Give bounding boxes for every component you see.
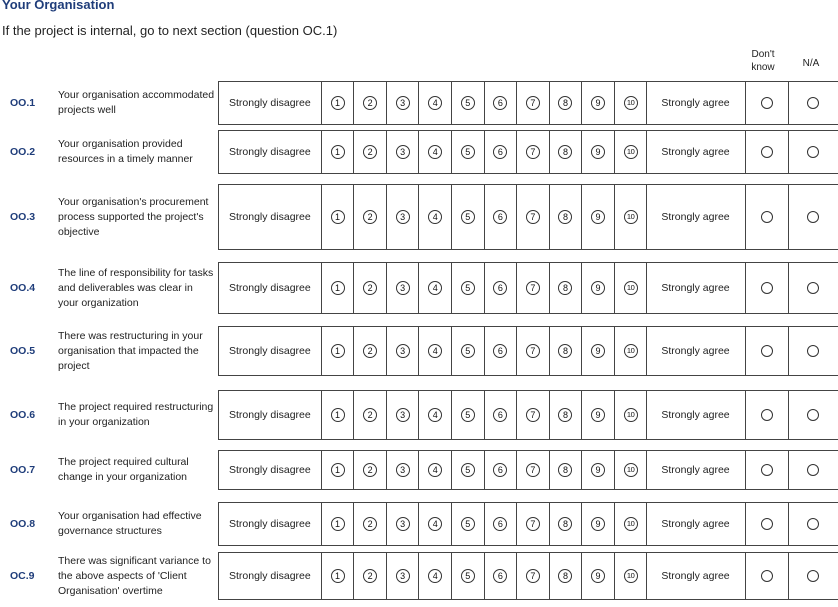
rating-option-8[interactable] (550, 451, 583, 489)
question-id: OO.4 (10, 282, 36, 294)
dont-know-radio[interactable] (761, 97, 773, 109)
question-id: OO.7 (10, 464, 36, 476)
na-radio[interactable] (807, 570, 819, 582)
rating-option-number: 2 (363, 96, 377, 110)
scale-high-label: Strongly agree (647, 553, 746, 599)
rating-option-6[interactable] (485, 553, 518, 599)
rating-option-number: 8 (558, 463, 572, 477)
question-row (0, 130, 838, 174)
rating-option-8[interactable] (550, 327, 583, 375)
scale-high-label: Strongly agree (647, 263, 746, 313)
rating-option-4[interactable] (419, 451, 452, 489)
na-cell (789, 185, 838, 249)
rating-option-1[interactable] (322, 82, 355, 124)
rating-option-1[interactable] (322, 131, 355, 173)
rating-option-3[interactable] (387, 327, 420, 375)
rating-option-6[interactable] (485, 451, 518, 489)
na-cell (789, 263, 838, 313)
question-row (0, 262, 838, 314)
scale-high-label: Strongly agree (647, 131, 746, 173)
dont-know-header-line2: know (751, 62, 775, 73)
rating-option-number: 4 (428, 569, 442, 583)
question-text: Your organisation's procurement process supported the project's objective (58, 195, 209, 238)
rating-option-8[interactable] (550, 185, 583, 249)
rating-option-number: 5 (461, 344, 475, 358)
rating-option-1[interactable] (322, 391, 355, 439)
rating-option-5[interactable] (452, 451, 485, 489)
rating-option-number: 3 (396, 569, 410, 583)
rating-option-number: 4 (428, 145, 442, 159)
scale-high-label: Strongly agree (647, 327, 746, 375)
dont-know-cell (746, 131, 788, 173)
rating-option-8[interactable] (550, 82, 583, 124)
rating-option-10[interactable] (615, 131, 648, 173)
dont-know-cell (746, 82, 788, 124)
scale-low-label: Strongly disagree (218, 263, 322, 313)
dont-know-radio[interactable] (761, 146, 773, 158)
rating-option-1[interactable] (322, 327, 355, 375)
rating-option-number: 8 (558, 210, 572, 224)
rating-option-3[interactable] (387, 185, 420, 249)
na-cell (789, 391, 838, 439)
rating-option-7[interactable] (517, 451, 550, 489)
rating-option-6[interactable] (485, 185, 518, 249)
na-radio[interactable] (807, 409, 819, 421)
rating-option-number: 7 (526, 145, 540, 159)
question-row (0, 502, 838, 546)
rating-option-5[interactable] (452, 185, 485, 249)
rating-option-number: 1 (331, 517, 345, 531)
question-row (0, 184, 838, 250)
rating-option-4[interactable] (419, 327, 452, 375)
rating-option-number: 10 (624, 281, 638, 295)
rating-option-9[interactable] (582, 451, 615, 489)
rating-option-1[interactable] (322, 185, 355, 249)
section-title: Your Organisation (2, 0, 115, 12)
question-text: The line of responsibility for tasks and deliverables was clear in your organization (58, 266, 214, 309)
rating-option-2[interactable] (354, 82, 387, 124)
rating-option-number: 2 (363, 344, 377, 358)
rating-option-number: 3 (396, 408, 410, 422)
rating-option-7[interactable] (517, 82, 550, 124)
na-cell (789, 82, 838, 124)
rating-option-number: 9 (591, 569, 605, 583)
scale-low-label: Strongly disagree (218, 553, 322, 599)
rating-option-7[interactable] (517, 185, 550, 249)
rating-option-2[interactable] (354, 131, 387, 173)
rating-option-6[interactable] (485, 503, 518, 545)
rating-option-number: 8 (558, 145, 572, 159)
rating-option-number: 7 (526, 517, 540, 531)
rating-option-7[interactable] (517, 553, 550, 599)
rating-option-4[interactable] (419, 131, 452, 173)
rating-option-8[interactable] (550, 503, 583, 545)
rating-option-number: 1 (331, 96, 345, 110)
rating-option-number: 2 (363, 569, 377, 583)
rating-option-number: 3 (396, 210, 410, 224)
question-id: OO.2 (10, 146, 36, 158)
scale-high-label: Strongly agree (647, 451, 746, 489)
rating-option-number: 8 (558, 569, 572, 583)
rating-option-6[interactable] (485, 263, 518, 313)
rating-option-number: 8 (558, 96, 572, 110)
rating-option-1[interactable] (322, 503, 355, 545)
question-id: OO.6 (10, 409, 36, 421)
rating-option-number: 8 (558, 281, 572, 295)
rating-option-3[interactable] (387, 82, 420, 124)
rating-option-number: 1 (331, 281, 345, 295)
rating-option-number: 5 (461, 463, 475, 477)
rating-option-10[interactable] (615, 327, 648, 375)
dont-know-cell (746, 263, 788, 313)
question-id: OO.1 (10, 97, 36, 109)
rating-option-number: 1 (331, 569, 345, 583)
question-row (0, 552, 838, 600)
rating-scale (218, 450, 838, 490)
rating-option-9[interactable] (582, 391, 615, 439)
dont-know-radio[interactable] (761, 570, 773, 582)
question-id: OO.5 (10, 345, 36, 357)
rating-option-number: 5 (461, 408, 475, 422)
rating-option-2[interactable] (354, 503, 387, 545)
rating-option-number: 10 (624, 145, 638, 159)
rating-option-number: 5 (461, 281, 475, 295)
dont-know-cell (746, 327, 788, 375)
rating-option-9[interactable] (582, 263, 615, 313)
rating-option-10[interactable] (615, 451, 648, 489)
rating-option-number: 8 (558, 408, 572, 422)
question-text: There was restructuring in your organisation that impacted the project (58, 329, 203, 372)
rating-option-number: 4 (428, 463, 442, 477)
rating-option-10[interactable] (615, 503, 648, 545)
rating-option-number: 9 (591, 344, 605, 358)
dont-know-radio[interactable] (761, 211, 773, 223)
question-text: The project required restructuring in your organization (58, 401, 214, 428)
rating-option-5[interactable] (452, 327, 485, 375)
rating-option-number: 2 (363, 145, 377, 159)
rating-option-number: 5 (461, 96, 475, 110)
rating-option-10[interactable] (615, 391, 648, 439)
dont-know-radio[interactable] (761, 345, 773, 357)
rating-option-number: 10 (624, 463, 638, 477)
rating-option-number: 1 (331, 463, 345, 477)
scale-high-label: Strongly agree (647, 391, 746, 439)
rating-option-1[interactable] (322, 553, 355, 599)
rating-option-4[interactable] (419, 82, 452, 124)
scale-low-label: Strongly disagree (218, 131, 322, 173)
rating-option-10[interactable] (615, 82, 648, 124)
question-id: OO.3 (10, 211, 36, 223)
rating-scale (218, 502, 838, 546)
rating-option-7[interactable] (517, 131, 550, 173)
na-cell (789, 327, 838, 375)
rating-option-number: 4 (428, 96, 442, 110)
rating-scale (218, 326, 838, 376)
rating-option-number: 9 (591, 96, 605, 110)
rating-option-number: 6 (493, 344, 507, 358)
rating-option-number: 4 (428, 210, 442, 224)
na-cell (789, 503, 838, 545)
rating-option-number: 2 (363, 463, 377, 477)
question-text: Your organisation had effective governance structures (58, 510, 202, 537)
rating-option-7[interactable] (517, 503, 550, 545)
na-radio[interactable] (807, 345, 819, 357)
rating-option-6[interactable] (485, 82, 518, 124)
rating-option-2[interactable] (354, 451, 387, 489)
scale-low-label: Strongly disagree (218, 185, 322, 249)
rating-option-number: 6 (493, 145, 507, 159)
question-row (0, 390, 838, 440)
dont-know-cell (746, 553, 788, 599)
rating-option-1[interactable] (322, 263, 355, 313)
na-radio[interactable] (807, 518, 819, 530)
rating-option-7[interactable] (517, 391, 550, 439)
na-cell (789, 131, 838, 173)
rating-option-2[interactable] (354, 263, 387, 313)
rating-option-number: 8 (558, 344, 572, 358)
na-radio[interactable] (807, 282, 819, 294)
rating-option-number: 5 (461, 569, 475, 583)
rating-option-5[interactable] (452, 553, 485, 599)
rating-scale (218, 262, 838, 314)
dont-know-cell (746, 185, 788, 249)
scale-high-label: Strongly agree (647, 82, 746, 124)
rating-option-number: 3 (396, 463, 410, 477)
rating-option-number: 2 (363, 408, 377, 422)
rating-option-number: 9 (591, 517, 605, 531)
dont-know-cell (746, 391, 788, 439)
rating-scale (218, 390, 838, 440)
rating-option-number: 9 (591, 281, 605, 295)
rating-option-number: 9 (591, 145, 605, 159)
na-radio[interactable] (807, 97, 819, 109)
rating-option-number: 10 (624, 408, 638, 422)
rating-option-5[interactable] (452, 82, 485, 124)
rating-option-8[interactable] (550, 391, 583, 439)
rating-option-2[interactable] (354, 327, 387, 375)
question-row (0, 326, 838, 376)
rating-option-3[interactable] (387, 553, 420, 599)
rating-option-2[interactable] (354, 553, 387, 599)
rating-option-number: 1 (331, 145, 345, 159)
question-text: There was significant variance to the above aspects of 'Client Organisation' overtime (58, 554, 211, 597)
na-header: N/A (802, 58, 820, 69)
rating-option-6[interactable] (485, 391, 518, 439)
rating-option-number: 9 (591, 463, 605, 477)
dont-know-cell (746, 503, 788, 545)
rating-option-number: 10 (624, 569, 638, 583)
scale-low-label: Strongly disagree (218, 451, 322, 489)
na-radio[interactable] (807, 464, 819, 476)
rating-option-number: 6 (493, 281, 507, 295)
rating-option-2[interactable] (354, 391, 387, 439)
rating-scale (218, 81, 838, 125)
rating-option-number: 5 (461, 210, 475, 224)
rating-option-number: 7 (526, 281, 540, 295)
rating-option-number: 1 (331, 344, 345, 358)
rating-option-number: 3 (396, 517, 410, 531)
rating-option-number: 7 (526, 463, 540, 477)
rating-option-number: 2 (363, 281, 377, 295)
rating-option-number: 8 (558, 517, 572, 531)
rating-option-5[interactable] (452, 391, 485, 439)
rating-option-4[interactable] (419, 391, 452, 439)
rating-option-5[interactable] (452, 131, 485, 173)
scale-high-label: Strongly agree (647, 185, 746, 249)
rating-option-number: 4 (428, 281, 442, 295)
rating-option-7[interactable] (517, 327, 550, 375)
question-text: The project required cultural change in your organization (58, 456, 189, 483)
rating-option-9[interactable] (582, 131, 615, 173)
rating-option-3[interactable] (387, 451, 420, 489)
rating-option-number: 10 (624, 96, 638, 110)
scale-low-label: Strongly disagree (218, 391, 322, 439)
rating-option-number: 4 (428, 408, 442, 422)
scale-low-label: Strongly disagree (218, 503, 322, 545)
dont-know-header-line1: Don't (751, 49, 775, 60)
rating-scale (218, 552, 838, 600)
rating-option-9[interactable] (582, 503, 615, 545)
rating-option-number: 5 (461, 517, 475, 531)
rating-option-4[interactable] (419, 263, 452, 313)
rating-option-9[interactable] (582, 82, 615, 124)
rating-option-2[interactable] (354, 185, 387, 249)
rating-option-number: 9 (591, 408, 605, 422)
na-cell (789, 553, 838, 599)
rating-option-4[interactable] (419, 503, 452, 545)
dont-know-radio[interactable] (761, 464, 773, 476)
rating-option-10[interactable] (615, 263, 648, 313)
rating-option-number: 4 (428, 517, 442, 531)
rating-option-number: 3 (396, 344, 410, 358)
rating-option-number: 6 (493, 517, 507, 531)
rating-option-number: 7 (526, 210, 540, 224)
rating-scale (218, 130, 838, 174)
rating-option-9[interactable] (582, 327, 615, 375)
question-id: OC.9 (10, 570, 35, 582)
rating-option-9[interactable] (582, 185, 615, 249)
rating-scale (218, 184, 838, 250)
rating-option-10[interactable] (615, 553, 648, 599)
na-radio[interactable] (807, 211, 819, 223)
rating-option-10[interactable] (615, 185, 648, 249)
dont-know-radio[interactable] (761, 409, 773, 421)
question-text: Your organisation provided resources in a timely manner (58, 138, 193, 165)
rating-option-8[interactable] (550, 131, 583, 173)
rating-option-7[interactable] (517, 263, 550, 313)
rating-option-5[interactable] (452, 503, 485, 545)
na-cell (789, 451, 838, 489)
rating-option-3[interactable] (387, 503, 420, 545)
rating-option-4[interactable] (419, 553, 452, 599)
question-row (0, 450, 838, 490)
dont-know-cell (746, 451, 788, 489)
rating-option-4[interactable] (419, 185, 452, 249)
rating-option-number: 10 (624, 517, 638, 531)
rating-option-3[interactable] (387, 391, 420, 439)
rating-option-9[interactable] (582, 553, 615, 599)
rating-option-number: 10 (624, 210, 638, 224)
scale-low-label: Strongly disagree (218, 327, 322, 375)
rating-option-number: 2 (363, 210, 377, 224)
rating-option-number: 6 (493, 96, 507, 110)
question-text: Your organisation accommodated projects well (58, 89, 215, 116)
rating-option-number: 6 (493, 408, 507, 422)
rating-option-number: 7 (526, 344, 540, 358)
rating-option-number: 5 (461, 145, 475, 159)
scale-high-label: Strongly agree (647, 503, 746, 545)
question-id: OO.8 (10, 518, 36, 530)
dont-know-radio[interactable] (761, 518, 773, 530)
rating-option-number: 7 (526, 96, 540, 110)
rating-option-8[interactable] (550, 263, 583, 313)
rating-option-number: 1 (331, 408, 345, 422)
rating-option-6[interactable] (485, 327, 518, 375)
rating-option-5[interactable] (452, 263, 485, 313)
section-instruction: If the project is internal, go to next section (question OC.1) (2, 23, 338, 38)
rating-option-number: 7 (526, 408, 540, 422)
rating-option-number: 2 (363, 517, 377, 531)
rating-option-1[interactable] (322, 451, 355, 489)
na-radio[interactable] (807, 146, 819, 158)
rating-option-number: 1 (331, 210, 345, 224)
rating-option-number: 7 (526, 569, 540, 583)
rating-option-number: 3 (396, 96, 410, 110)
rating-option-number: 4 (428, 344, 442, 358)
question-row (0, 81, 838, 125)
rating-option-number: 3 (396, 281, 410, 295)
rating-option-3[interactable] (387, 263, 420, 313)
rating-option-number: 6 (493, 210, 507, 224)
rating-option-number: 9 (591, 210, 605, 224)
scale-low-label: Strongly disagree (218, 82, 322, 124)
rating-option-number: 3 (396, 145, 410, 159)
rating-option-number: 6 (493, 569, 507, 583)
rating-option-6[interactable] (485, 131, 518, 173)
dont-know-radio[interactable] (761, 282, 773, 294)
rating-option-number: 6 (493, 463, 507, 477)
rating-option-number: 10 (624, 344, 638, 358)
rating-option-3[interactable] (387, 131, 420, 173)
rating-option-8[interactable] (550, 553, 583, 599)
